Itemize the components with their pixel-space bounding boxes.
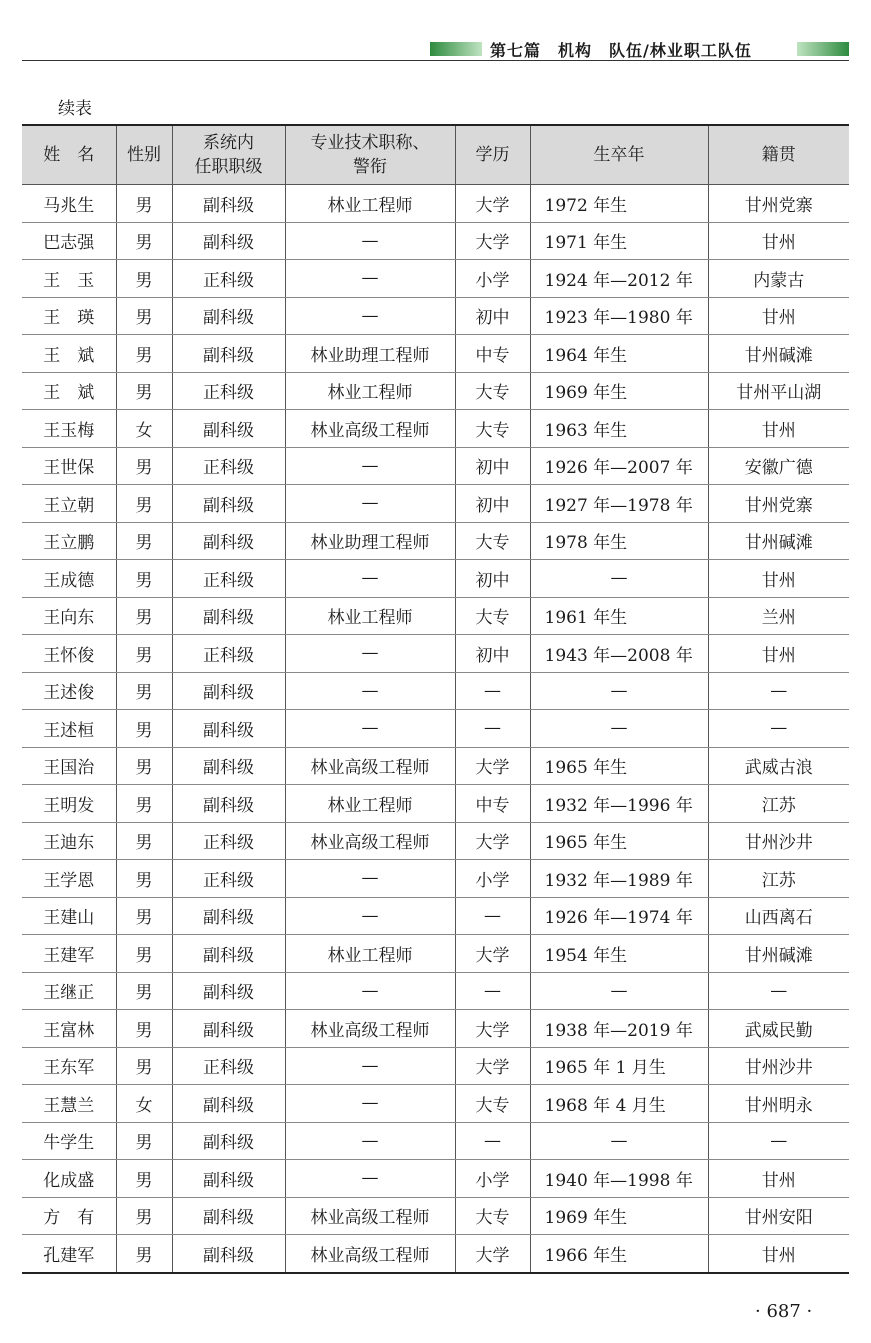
cell-title: 林业高级工程师 <box>285 1235 455 1273</box>
cell-rank: 副科级 <box>172 222 285 260</box>
table-row <box>22 335 849 373</box>
cell-origin: 甘州 <box>708 560 849 598</box>
cell-rank: 副科级 <box>172 410 285 448</box>
cell-lifespan: 1969 年生 <box>530 372 708 410</box>
cell-origin: 甘州安阳 <box>708 1197 849 1235</box>
cell-rank: 正科级 <box>172 447 285 485</box>
running-header <box>22 38 849 62</box>
cell-rank: 正科级 <box>172 260 285 298</box>
cell-education: 大学 <box>455 747 530 785</box>
cell-title: — <box>285 972 455 1010</box>
cell-lifespan: 1968 年 4 月生 <box>530 1085 708 1123</box>
cell-education: 大学 <box>455 1010 530 1048</box>
cell-lifespan: 1927 年—1978 年 <box>530 485 708 523</box>
table-row <box>22 935 849 973</box>
cell-lifespan: 1965 年生 <box>530 747 708 785</box>
cell-lifespan: 1940 年—1998 年 <box>530 1160 708 1198</box>
cell-gender: 男 <box>116 447 172 485</box>
cell-name: 王继正 <box>22 972 116 1010</box>
cell-rank: 副科级 <box>172 1197 285 1235</box>
cell-gender: 男 <box>116 1160 172 1198</box>
cell-education: 小学 <box>455 1160 530 1198</box>
cell-name: 王立朝 <box>22 485 116 523</box>
cell-rank: 副科级 <box>172 335 285 373</box>
cell-rank: 副科级 <box>172 710 285 748</box>
cell-education: 大学 <box>455 935 530 973</box>
cell-education: 大专 <box>455 1085 530 1123</box>
continued-label: 续表 <box>58 99 92 119</box>
table-row <box>22 1160 849 1198</box>
cell-origin: 甘州 <box>708 222 849 260</box>
cell-origin: — <box>708 1122 849 1160</box>
table-row <box>22 297 849 335</box>
cell-rank: 副科级 <box>172 185 285 223</box>
cell-origin: 甘州 <box>708 1160 849 1198</box>
cell-title: — <box>285 222 455 260</box>
cell-education: 中专 <box>455 335 530 373</box>
cell-gender: 男 <box>116 597 172 635</box>
cell-title: 林业高级工程师 <box>285 410 455 448</box>
cell-name: 王学恩 <box>22 860 116 898</box>
cell-origin: 江苏 <box>708 785 849 823</box>
cell-lifespan: 1965 年 1 月生 <box>530 1047 708 1085</box>
cell-title: — <box>285 897 455 935</box>
table-row <box>22 1235 849 1273</box>
cell-origin: 甘州 <box>708 410 849 448</box>
cell-gender: 男 <box>116 1197 172 1235</box>
cell-name: 巴志强 <box>22 222 116 260</box>
table-header-row <box>22 125 849 185</box>
cell-gender: 女 <box>116 410 172 448</box>
cell-gender: 男 <box>116 822 172 860</box>
cell-title: — <box>285 260 455 298</box>
cell-gender: 男 <box>116 672 172 710</box>
cell-gender: 男 <box>116 710 172 748</box>
cell-name: 王 瑛 <box>22 297 116 335</box>
cell-lifespan: 1978 年生 <box>530 522 708 560</box>
cell-name: 王立鹏 <box>22 522 116 560</box>
column-header-rank: 系统内 任职职级 <box>172 125 285 185</box>
cell-title: 林业助理工程师 <box>285 335 455 373</box>
cell-rank: 副科级 <box>172 672 285 710</box>
cell-name: 王怀俊 <box>22 635 116 673</box>
cell-origin: 甘州沙井 <box>708 822 849 860</box>
cell-name: 王述俊 <box>22 672 116 710</box>
cell-rank: 正科级 <box>172 822 285 860</box>
cell-name: 王慧兰 <box>22 1085 116 1123</box>
cell-title: 林业高级工程师 <box>285 1197 455 1235</box>
cell-rank: 正科级 <box>172 372 285 410</box>
column-header-lifespan: 生卒年 <box>530 125 708 185</box>
cell-name: 孔建军 <box>22 1235 116 1273</box>
cell-gender: 男 <box>116 1235 172 1273</box>
cell-name: 王 斌 <box>22 335 116 373</box>
cell-education: 大学 <box>455 222 530 260</box>
cell-gender: 男 <box>116 260 172 298</box>
cell-education: 初中 <box>455 297 530 335</box>
cell-origin: 山西离石 <box>708 897 849 935</box>
table-row <box>22 1122 849 1160</box>
cell-title: 林业高级工程师 <box>285 822 455 860</box>
cell-rank: 正科级 <box>172 860 285 898</box>
cell-name: 王 玉 <box>22 260 116 298</box>
table-row <box>22 560 849 598</box>
cell-gender: 男 <box>116 560 172 598</box>
cell-name: 王玉梅 <box>22 410 116 448</box>
cell-origin: 江苏 <box>708 860 849 898</box>
table-row <box>22 747 849 785</box>
cell-title: — <box>285 635 455 673</box>
cell-lifespan: — <box>530 710 708 748</box>
table-row <box>22 1085 849 1123</box>
cell-education: 初中 <box>455 447 530 485</box>
cell-origin: 甘州党寨 <box>708 185 849 223</box>
cell-education: 小学 <box>455 260 530 298</box>
cell-origin: 武威民勤 <box>708 1010 849 1048</box>
cell-education: 大学 <box>455 1047 530 1085</box>
cell-gender: 男 <box>116 860 172 898</box>
table-row <box>22 635 849 673</box>
cell-gender: 男 <box>116 897 172 935</box>
cell-rank: 副科级 <box>172 1010 285 1048</box>
table-row <box>22 1010 849 1048</box>
header-accent-bar-left <box>430 42 482 56</box>
cell-lifespan: 1963 年生 <box>530 410 708 448</box>
cell-name: 王向东 <box>22 597 116 635</box>
cell-gender: 男 <box>116 635 172 673</box>
cell-rank: 正科级 <box>172 635 285 673</box>
cell-gender: 男 <box>116 372 172 410</box>
cell-education: 大学 <box>455 822 530 860</box>
cell-gender: 男 <box>116 1010 172 1048</box>
cell-lifespan: — <box>530 560 708 598</box>
cell-origin: 甘州碱滩 <box>708 522 849 560</box>
cell-gender: 男 <box>116 335 172 373</box>
cell-lifespan: 1932 年—1996 年 <box>530 785 708 823</box>
table-row <box>22 972 849 1010</box>
cell-rank: 副科级 <box>172 522 285 560</box>
table-row <box>22 447 849 485</box>
cell-origin: 甘州 <box>708 1235 849 1273</box>
cell-title: — <box>285 447 455 485</box>
cell-gender: 女 <box>116 1085 172 1123</box>
cell-education: 大专 <box>455 1197 530 1235</box>
cell-title: 林业工程师 <box>285 372 455 410</box>
cell-name: 王述桓 <box>22 710 116 748</box>
table-row <box>22 860 849 898</box>
cell-gender: 男 <box>116 935 172 973</box>
cell-education: — <box>455 972 530 1010</box>
cell-title: — <box>285 1160 455 1198</box>
cell-name: 方 有 <box>22 1197 116 1235</box>
cell-gender: 男 <box>116 222 172 260</box>
cell-origin: 甘州平山湖 <box>708 372 849 410</box>
cell-name: 王富林 <box>22 1010 116 1048</box>
table-row <box>22 185 849 223</box>
cell-gender: 男 <box>116 185 172 223</box>
cell-education: 大专 <box>455 597 530 635</box>
cell-education: — <box>455 710 530 748</box>
cell-title: 林业工程师 <box>285 935 455 973</box>
cell-origin: 兰州 <box>708 597 849 635</box>
cell-name: 王成德 <box>22 560 116 598</box>
cell-rank: 副科级 <box>172 485 285 523</box>
cell-rank: 正科级 <box>172 1047 285 1085</box>
cell-title: — <box>285 1122 455 1160</box>
cell-origin: — <box>708 972 849 1010</box>
cell-education: 初中 <box>455 560 530 598</box>
cell-rank: 副科级 <box>172 897 285 935</box>
cell-origin: 内蒙古 <box>708 260 849 298</box>
cell-origin: — <box>708 672 849 710</box>
table-row <box>22 710 849 748</box>
cell-education: 大学 <box>455 185 530 223</box>
cell-title: — <box>285 297 455 335</box>
cell-name: 王建山 <box>22 897 116 935</box>
cell-education: — <box>455 897 530 935</box>
cell-rank: 副科级 <box>172 1122 285 1160</box>
cell-gender: 男 <box>116 1122 172 1160</box>
column-header-education: 学历 <box>455 125 530 185</box>
cell-rank: 副科级 <box>172 1085 285 1123</box>
cell-lifespan: 1961 年生 <box>530 597 708 635</box>
cell-rank: 副科级 <box>172 1235 285 1273</box>
cell-lifespan: 1938 年—2019 年 <box>530 1010 708 1048</box>
column-header-gender: 性别 <box>116 125 172 185</box>
cell-education: 大专 <box>455 522 530 560</box>
cell-lifespan: — <box>530 1122 708 1160</box>
cell-gender: 男 <box>116 972 172 1010</box>
cell-name: 王建军 <box>22 935 116 973</box>
header-title: 第七篇 机构 队伍/林业职工队伍 <box>490 41 752 60</box>
cell-lifespan: 1969 年生 <box>530 1197 708 1235</box>
column-header-origin: 籍贯 <box>708 125 849 185</box>
cell-education: 中专 <box>455 785 530 823</box>
cell-rank: 副科级 <box>172 597 285 635</box>
table-row <box>22 222 849 260</box>
cell-lifespan: — <box>530 972 708 1010</box>
cell-education: 大学 <box>455 1235 530 1273</box>
cell-origin: 甘州碱滩 <box>708 335 849 373</box>
cell-origin: 甘州 <box>708 635 849 673</box>
cell-name: 王 斌 <box>22 372 116 410</box>
cell-lifespan: 1932 年—1989 年 <box>530 860 708 898</box>
table-row <box>22 1197 849 1235</box>
table-row <box>22 260 849 298</box>
table-row <box>22 1047 849 1085</box>
cell-lifespan: 1943 年—2008 年 <box>530 635 708 673</box>
cell-title: 林业工程师 <box>285 597 455 635</box>
cell-origin: 甘州 <box>708 297 849 335</box>
cell-name: 王迪东 <box>22 822 116 860</box>
header-accent-bar-right <box>797 42 849 56</box>
cell-title: 林业助理工程师 <box>285 522 455 560</box>
cell-title: 林业高级工程师 <box>285 1010 455 1048</box>
cell-title: — <box>285 1047 455 1085</box>
cell-lifespan: 1926 年—2007 年 <box>530 447 708 485</box>
column-header-name: 姓 名 <box>22 125 116 185</box>
table-row <box>22 522 849 560</box>
cell-rank: 副科级 <box>172 297 285 335</box>
cell-education: 初中 <box>455 635 530 673</box>
cell-name: 王世保 <box>22 447 116 485</box>
cell-title: — <box>285 710 455 748</box>
cell-gender: 男 <box>116 1047 172 1085</box>
cell-name: 马兆生 <box>22 185 116 223</box>
cell-origin: — <box>708 710 849 748</box>
cell-name: 化成盛 <box>22 1160 116 1198</box>
cell-title: 林业高级工程师 <box>285 747 455 785</box>
table-row <box>22 485 849 523</box>
cell-origin: 武威古浪 <box>708 747 849 785</box>
cell-gender: 男 <box>116 747 172 785</box>
cell-name: 王明发 <box>22 785 116 823</box>
header-rule <box>22 60 849 61</box>
cell-title: 林业工程师 <box>285 185 455 223</box>
table-body <box>22 185 849 1273</box>
cell-origin: 甘州明永 <box>708 1085 849 1123</box>
cell-origin: 甘州党寨 <box>708 485 849 523</box>
cell-rank: 副科级 <box>172 1160 285 1198</box>
cell-gender: 男 <box>116 485 172 523</box>
cell-title: — <box>285 485 455 523</box>
cell-origin: 甘州沙井 <box>708 1047 849 1085</box>
cell-title: — <box>285 860 455 898</box>
cell-gender: 男 <box>116 785 172 823</box>
staff-table <box>22 124 849 1274</box>
cell-education: 初中 <box>455 485 530 523</box>
cell-origin: 甘州碱滩 <box>708 935 849 973</box>
cell-rank: 副科级 <box>172 785 285 823</box>
cell-lifespan: 1972 年生 <box>530 185 708 223</box>
cell-education: 小学 <box>455 860 530 898</box>
cell-name: 王东军 <box>22 1047 116 1085</box>
cell-name: 牛学生 <box>22 1122 116 1160</box>
cell-lifespan: 1964 年生 <box>530 335 708 373</box>
cell-education: 大专 <box>455 410 530 448</box>
cell-lifespan: 1924 年—2012 年 <box>530 260 708 298</box>
column-header-title: 专业技术职称、 警衔 <box>285 125 455 185</box>
cell-lifespan: 1971 年生 <box>530 222 708 260</box>
cell-rank: 副科级 <box>172 972 285 1010</box>
cell-lifespan: 1923 年—1980 年 <box>530 297 708 335</box>
table-row <box>22 597 849 635</box>
cell-lifespan: 1965 年生 <box>530 822 708 860</box>
cell-education: — <box>455 1122 530 1160</box>
cell-education: 大专 <box>455 372 530 410</box>
cell-title: 林业工程师 <box>285 785 455 823</box>
cell-lifespan: 1954 年生 <box>530 935 708 973</box>
cell-lifespan: 1926 年—1974 年 <box>530 897 708 935</box>
table-row <box>22 410 849 448</box>
cell-lifespan: 1966 年生 <box>530 1235 708 1273</box>
table-row <box>22 672 849 710</box>
cell-gender: 男 <box>116 522 172 560</box>
cell-rank: 副科级 <box>172 747 285 785</box>
cell-rank: 正科级 <box>172 560 285 598</box>
page-number: · 687 · <box>755 1301 813 1322</box>
cell-lifespan: — <box>530 672 708 710</box>
table-row <box>22 372 849 410</box>
table-row <box>22 822 849 860</box>
table-row <box>22 897 849 935</box>
cell-name: 王国治 <box>22 747 116 785</box>
cell-origin: 安徽广德 <box>708 447 849 485</box>
cell-education: — <box>455 672 530 710</box>
cell-title: — <box>285 560 455 598</box>
cell-title: — <box>285 672 455 710</box>
cell-rank: 副科级 <box>172 935 285 973</box>
cell-title: — <box>285 1085 455 1123</box>
cell-gender: 男 <box>116 297 172 335</box>
table-row <box>22 785 849 823</box>
